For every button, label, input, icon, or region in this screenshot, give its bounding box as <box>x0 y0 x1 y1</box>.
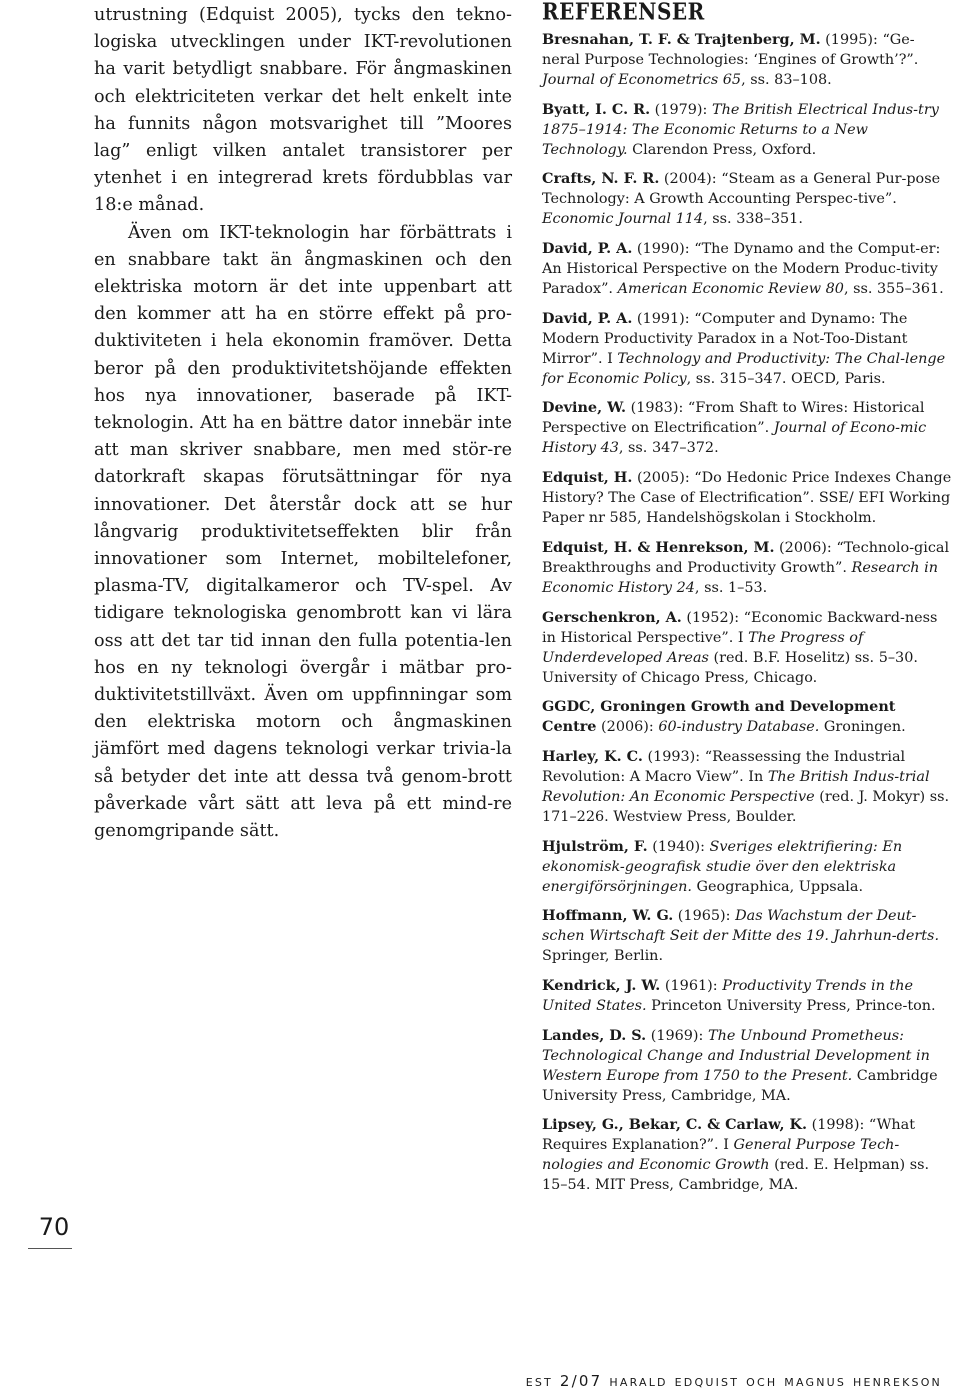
reference-title: Journal of Econometrics 65 <box>542 72 742 88</box>
reference-item <box>542 697 952 737</box>
reference-text: (2006): <box>596 719 659 736</box>
reference-author: Devine, W. <box>542 399 627 417</box>
reference-item <box>542 30 952 90</box>
references-heading: REFERENSER <box>542 0 705 26</box>
reference-title: The British Indus-trial Revolution: An Economic Perspective <box>542 768 930 805</box>
reference-text: (1952): “Economic Backward-ness in Historical Perspective”. I <box>542 609 938 646</box>
page-number-rule <box>28 1248 72 1249</box>
reference-title: Das Wachstum der Deut-schen Wirtschaft Seit der Mitte des 19. Jahrhun-derts. <box>542 908 940 945</box>
reference-author: Bresnahan, T. F. & Trajtenberg, M. <box>542 31 821 48</box>
reference-item <box>542 976 952 1016</box>
reference-text: (1961): <box>660 977 723 994</box>
reference-title: General Purpose Tech-nologies and Economic Growth <box>542 1137 900 1174</box>
reference-author: GGDC, Groningen Growth and Development Centre <box>542 698 896 736</box>
reference-title: The British Electrical Indus-try 1875–1914: The Economic Returns to a New Technology. <box>542 101 939 158</box>
reference-author: Hoffmann, W. G. <box>542 907 674 925</box>
reference-text: (2004): “Steam as a General Pur-pose Technology: A Growth Accounting Perspec-tive”. <box>542 171 941 208</box>
reference-text: Clarendon Press, Oxford. <box>627 141 817 158</box>
reference-item <box>542 747 952 827</box>
reference-author: Landes, D. S. <box>542 1026 647 1044</box>
reference-author: Kendrick, J. W. <box>542 976 661 994</box>
reference-title: American Economic Review 80 <box>617 281 844 298</box>
reference-text: (1979): <box>650 101 712 118</box>
reference-author: Edquist, H. <box>542 469 633 487</box>
reference-text: , ss. 338–351. <box>703 211 803 228</box>
reference-author: David, P. A. <box>542 309 633 327</box>
reference-text: Springer, Berlin. <box>542 948 664 965</box>
running-footer: est 2/07 harald edquist och magnus henrekson <box>525 1372 942 1390</box>
reference-item <box>542 100 952 160</box>
reference-item <box>542 1026 952 1106</box>
reference-text: , ss. 355–361. <box>843 281 944 298</box>
references-column <box>542 0 952 1205</box>
reference-item <box>542 837 952 897</box>
reference-text: , ss. 1–53. <box>694 579 768 596</box>
reference-item <box>542 906 952 966</box>
reference-title: Journal of Econo-mic History 43 <box>542 420 927 457</box>
reference-author: Edquist, H. & Henrekson, M. <box>542 538 775 556</box>
reference-author: Hjulström, F. <box>542 837 648 855</box>
page-number: 70 <box>38 1213 70 1241</box>
reference-text: (1969): <box>646 1027 708 1044</box>
reference-title: Research in Economic History 24 <box>542 559 938 596</box>
reference-item <box>542 1115 952 1195</box>
reference-item <box>542 538 952 598</box>
reference-title: Sveriges elektrifiering: En ekonomisk-geografisk studie över den elektriska energiförsörjningen. <box>542 838 903 895</box>
reference-title: Technology and Productivity: The Chal-lenge for Economic Policy <box>542 350 946 387</box>
reference-text: (1990): “The Dynamo and the Comput-er: An Historical Perspective on the Modern Produc-tivity Paradox”. <box>542 241 941 298</box>
reference-text: (1991): “Computer and Dynamo: The Modern Productivity Paradox in a Not-Too-Distant Mirror”. I <box>542 310 908 367</box>
reference-item <box>542 239 952 299</box>
reference-text: Geographica, Uppsala. <box>691 878 864 895</box>
reference-text: (2005): “Do Hedonic Price Indexes Change History? The Case of Electrification”. SSE/ EFI Working Paper nr 585, Handelshögskolan i Stockholm. <box>542 470 952 527</box>
reference-item <box>542 468 952 528</box>
reference-title: The Unbound Prometheus: Technological Change and Industrial Development in Western Europe from 1750 to the Present. <box>542 1027 930 1084</box>
reference-title: The Progress of Underdeveloped Areas <box>542 629 864 666</box>
reference-text: Groningen. <box>819 719 906 736</box>
body-paragraph: Även om IKT-teknologin har förbättrats i en snabbare takt än ångmaskinen och den elektriska motorn är det inte uppenbart att den kommer att ha en större effekt på pro-duktiviteten i hela ekonomin framöver. Detta beror på den produktivitetshöjande effekten hos nya innovationer, baserade på IKT-teknologin. Att ha en bättre dator innebär inte att man skriver snabbare, men med stör-re datorkraft skapas förutsättningar för nya innovationer. Det återstår dock att se hur långvarig produktivitetseffekten blir från innovationer som Internet, mobiltelefoner, plasma-TV, digitalkameror och TV-spel. Av tidigare teknologiska genombrott kan vi lära oss att det tar tid innan den fulla potentia-len hos en ny teknologi övergår i mätbar pro-duktivitetstillväxt. Även om uppfinningar som den elektriska motorn och ångmaskinen jämfört med dagens teknologi verkar trivia-la så betyder det inte att dessa två genom-brott påverkade vårt sätt att leva på ett mind-re genomgripande sätt. <box>94 222 512 842</box>
reference-text: , ss. 83–108. <box>741 72 832 88</box>
body-paragraph: utrustning (Edquist 2005), tycks den tekno-logiska utvecklingen under IKT-revolutionen ha varit betydligt snabbare. För ångmaskinen och elektriciteten verkar det helt enkelt inte ha funnits någon motsvarighet till ”Moores lag” enligt vilken antalet transistorer per ytenhet i en integrerad krets fördubblas var 18:e månad. <box>94 5 512 216</box>
reference-item <box>542 309 952 389</box>
reference-text: (1940): <box>647 838 710 855</box>
reference-author: Lipsey, G., Bekar, C. & Carlaw, K. <box>542 1116 808 1134</box>
reference-text: (red. J. Mokyr) ss. 171–226. Westview Press, Boulder. <box>542 788 950 825</box>
reference-text: , ss. 347–372. <box>618 440 719 457</box>
reference-text: (1995): “Ge-neral Purpose Technologies: ‘Engines of Growth’?”. <box>542 32 919 68</box>
reference-text: (red. B.F. Hoselitz) ss. 5–30. University of Chicago Press, Chicago. <box>542 649 918 686</box>
reference-text: (1993): “Reassessing the Industrial Revolution: A Macro View”. In <box>542 748 906 785</box>
reference-author: Gerschenkron, A. <box>542 608 682 626</box>
reference-author: Harley, K. C. <box>542 747 643 765</box>
reference-author: David, P. A. <box>542 240 633 258</box>
reference-title: 60-industry Database. <box>658 719 820 736</box>
reference-item <box>542 608 952 688</box>
reference-text: (red. E. Helpman) ss. 15–54. MIT Press, Cambridge, MA. <box>542 1157 930 1194</box>
reference-text: Cambridge University Press, Cambridge, MA. <box>542 1067 938 1104</box>
references-list <box>542 30 952 1195</box>
reference-title: Economic Journal 114 <box>542 211 704 228</box>
body-column <box>94 2 512 845</box>
reference-author: Byatt, I. C. R. <box>542 100 651 118</box>
reference-text: (1983): “From Shaft to Wires: Historical Perspective on Electrification”. <box>542 400 925 437</box>
reference-text: , ss. 315–347. OECD, Paris. <box>686 370 886 387</box>
reference-text: (1965): <box>673 908 736 925</box>
reference-author: Crafts, N. F. R. <box>542 170 660 188</box>
reference-text: Princeton University Press, Prince-ton. <box>646 997 936 1014</box>
reference-item <box>542 398 952 458</box>
reference-text: (1998): “What Requires Explanation?”. I <box>542 1117 916 1154</box>
reference-item <box>542 169 952 229</box>
reference-text: (2006): “Technolo-gical Breakthroughs and Productivity Growth”. <box>542 539 950 576</box>
reference-title: Productivity Trends in the United States. <box>542 977 914 1014</box>
